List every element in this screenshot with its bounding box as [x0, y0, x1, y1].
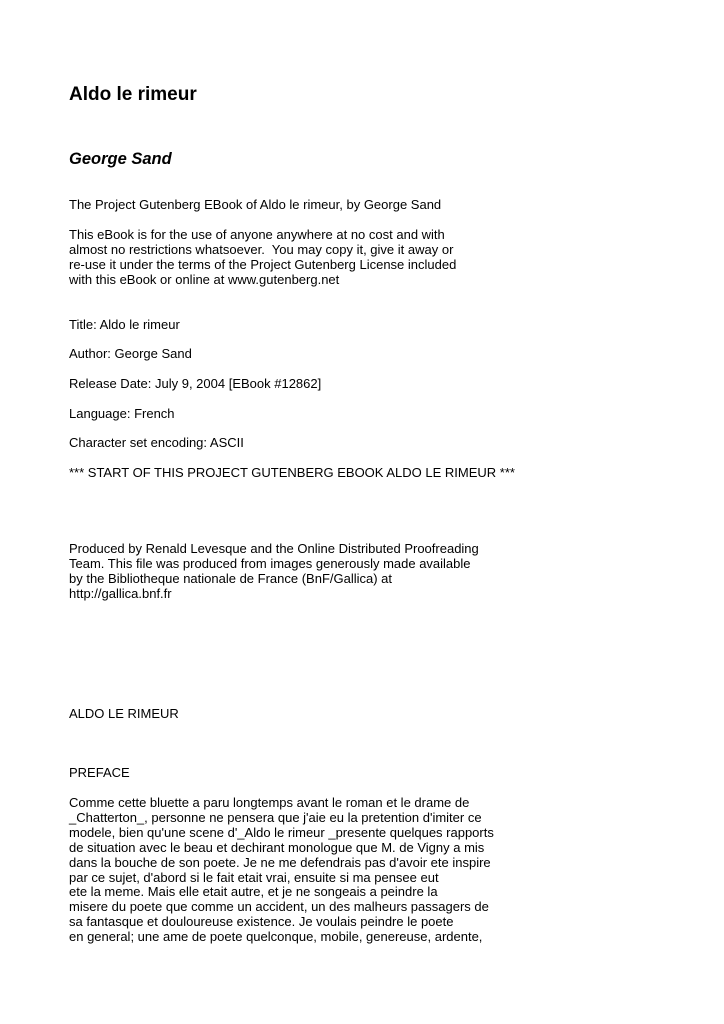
section-heading	[69, 707, 179, 722]
header-line-text: The Project Gutenberg EBook of Aldo le rimeur, by George Sand	[69, 197, 442, 212]
meta-author	[69, 347, 192, 362]
meta-encoding	[69, 436, 244, 451]
produced-line: by the Bibliotheque nationale de France (BnF/Gallica) at	[69, 570, 393, 586]
produced-line: Team. This file was produced from images generously made available	[69, 555, 471, 571]
book-author: George Sand	[69, 150, 172, 168]
license-line: almost no restrictions whatsoever. You may copy it, give it away or	[69, 241, 454, 257]
preface-line: modele, bien qu'une scene d'_Aldo le rimeur _presente quelques rapports	[69, 824, 494, 840]
preface-line: par ce sujet, d'abord si le fait etait vrai, ensuite si ma pensee eut	[69, 869, 439, 885]
meta-title-text: Title: Aldo le rimeur	[69, 317, 180, 332]
meta-release-text: Release Date: July 9, 2004 [EBook #12862]	[69, 376, 322, 391]
preface-line: de situation avec le beau et dechirant monologue que M. de Vigny a mis	[69, 839, 485, 855]
preface-heading	[69, 766, 130, 781]
preface-line: en general; une ame de poete quelconque, mobile, genereuse, ardente,	[69, 929, 483, 945]
meta-release-date	[69, 377, 321, 392]
license-paragraph	[69, 228, 456, 288]
meta-encoding-text: Character set encoding: ASCII	[69, 435, 244, 450]
produced-line: Produced by Renald Levesque and the Online Distributed Proofreading	[69, 541, 479, 556]
preface-line: Comme cette bluette a paru longtemps avant le roman et le drame de	[69, 795, 470, 810]
preface-line: sa fantasque et douloureuse existence. Je voulais peindre le poete	[69, 914, 454, 930]
book-title: Aldo le rimeur	[69, 84, 197, 105]
preface-line: misere du poete que comme un accident, un des malheurs passagers de	[69, 899, 489, 915]
meta-author-text: Author: George Sand	[69, 346, 192, 361]
license-line: with this eBook or online at www.gutenberg.net	[69, 271, 340, 287]
preface-paragraph	[69, 796, 494, 945]
preface-line: ete la meme. Mais elle etait autre, et je ne songeais a peindre la	[69, 884, 438, 900]
meta-language	[69, 407, 175, 422]
meta-language-text: Language: French	[69, 406, 175, 421]
preface-heading-text: PREFACE	[69, 765, 130, 780]
preface-line: dans la bouche de son poete. Je ne me defendrais pas d'avoir ete inspire	[69, 854, 491, 870]
license-line: This eBook is for the use of anyone anywhere at no cost and with	[69, 227, 445, 242]
produced-by-paragraph	[69, 542, 479, 602]
start-marker-text: *** START OF THIS PROJECT GUTENBERG EBOOK ALDO LE RIMEUR ***	[69, 465, 515, 480]
header-line	[69, 198, 441, 213]
meta-title	[69, 318, 180, 333]
start-marker	[69, 466, 515, 481]
preface-line: _Chatterton_, personne ne pensera que j'aie eu la pretention d'imiter ce	[69, 809, 482, 825]
section-heading-text: ALDO LE RIMEUR	[69, 706, 179, 721]
produced-line: http://gallica.bnf.fr	[69, 585, 172, 601]
license-line: re-use it under the terms of the Project Gutenberg License included	[69, 256, 457, 272]
